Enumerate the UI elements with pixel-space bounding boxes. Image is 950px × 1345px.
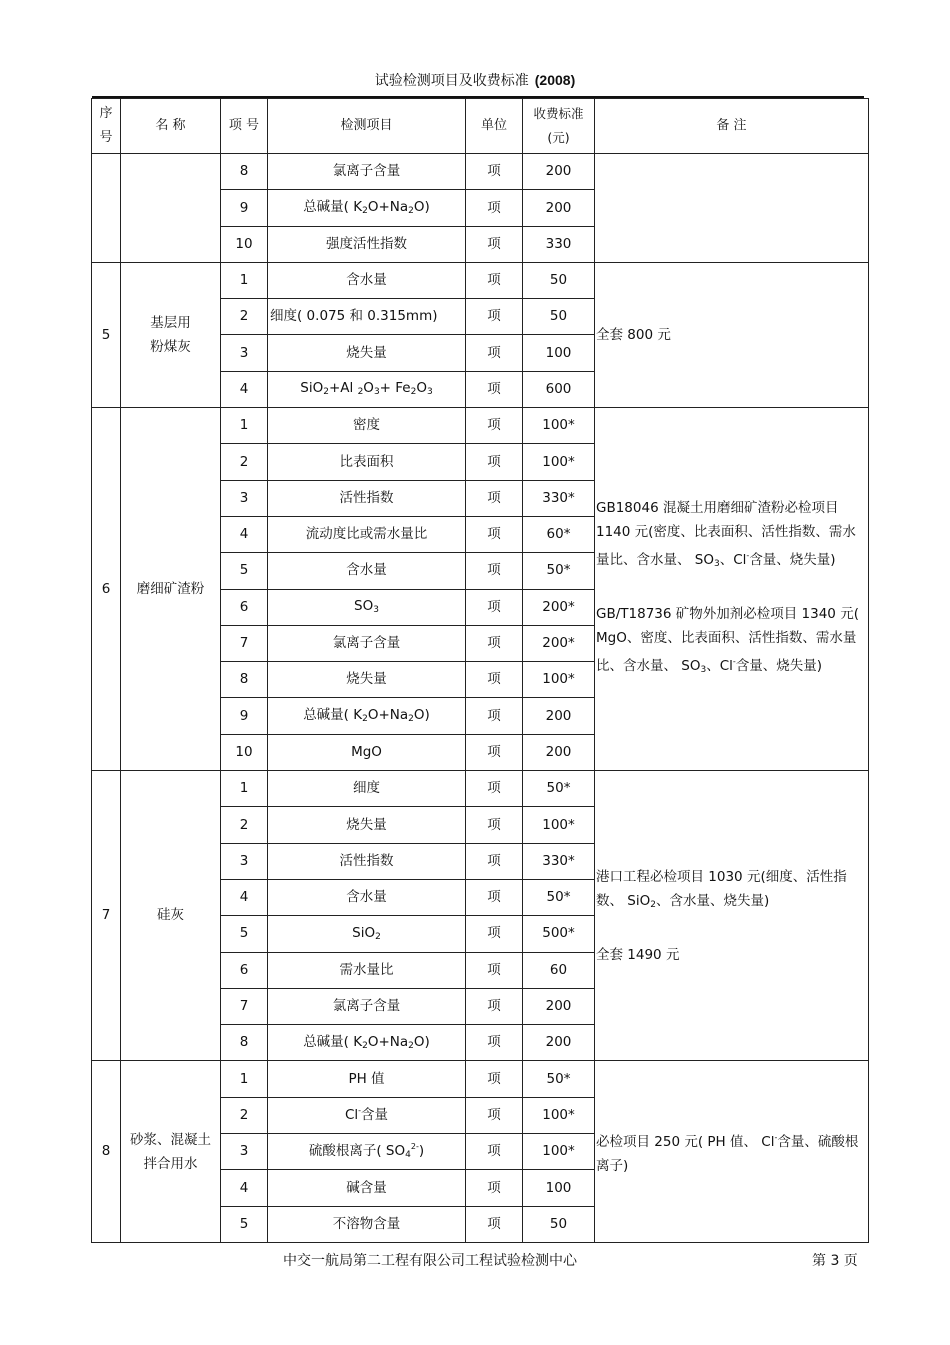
formula-cell: SiO$_2$+Al $_2O_3+ Fe_2O_3$ bbox=[268, 371, 466, 407]
header-item-no: 项 号 bbox=[221, 99, 268, 154]
table-row: 10 强度活性指数 项 330 bbox=[92, 226, 869, 262]
table-row: 6 $SO_3$ 项 200* bbox=[92, 589, 869, 625]
remark-cell bbox=[595, 408, 869, 771]
table-row: 7 硅灰 1 细度 项 50* 港口工程必检项目 1030 元(细度、活性指数、 SiO$_2$、含水量、烧失量) 全套 1490 元 bbox=[92, 771, 869, 807]
name-cell: 砂浆、混凝土 拌合用水 bbox=[121, 1061, 221, 1242]
table-row: 4 SiO$_2$+Al $_2O_3+ Fe_2O_3$ 项 600 bbox=[92, 371, 869, 407]
header-test-item: 检测项目 bbox=[268, 99, 466, 154]
table-row: 7 氯离子含量 项 200* bbox=[92, 625, 869, 661]
formula-cell: 总碱量( $K_2O+Na_2O$) bbox=[268, 1025, 466, 1061]
header-row bbox=[92, 99, 869, 154]
header-name: 名 称 bbox=[121, 99, 221, 154]
table-row: 4 碱含量 项 100 bbox=[92, 1170, 869, 1206]
remark-paragraph: 港口工程必检项目 1030 元(细度、活性指数、 SiO$_2$、含水量、烧失量) bbox=[596, 868, 847, 910]
header-unit: 单位 bbox=[466, 99, 523, 154]
table-row: 6 磨细矿渣粉 1 密度 项 100* GB18046 混凝土用磨细矿渣粉必检项目 1140 元(密度、比表面积、活性指数、需水量比、含水量、 $SO_3$、Cl-含量、烧失量) GB/T18736 矿物外加剂必检项目 1340 元( MgO、密度、比表面积、活性指数、需水量比、含水量、 $SO_3$、Cl-含量、烧失量) bbox=[92, 408, 869, 444]
table-row: 5 含水量 项 50* bbox=[92, 553, 869, 589]
formula-cell: 总碱量( $K_2O+Na_2O$) bbox=[268, 190, 466, 226]
footer-page-number: 第 3 页 bbox=[812, 1253, 858, 1269]
remark-paragraph: GB/T18736 矿物外加剂必检项目 1340 元( MgO、密度、比表面积、活性指数、需水量比、含水量、 $SO_3$、Cl-含量、烧失量) bbox=[596, 606, 859, 676]
remark-paragraph: 全套 1490 元 bbox=[596, 946, 680, 963]
remark-paragraph: GB18046 混凝土用磨细矿渣粉必检项目 1140 元(密度、比表面积、活性指数、需水量比、含水量、 $SO_3$、Cl-含量、烧失量) bbox=[596, 500, 856, 570]
table-row: 6 需水量比 项 60 bbox=[92, 952, 869, 988]
table-row: 9 总碱量( $K_2O+Na_2O$) 项 200 bbox=[92, 698, 869, 734]
table-row: 2 细度( 0.075 和 0.315mm) 项 50 bbox=[92, 299, 869, 335]
header-seq: 序号 bbox=[92, 99, 121, 154]
table-row: 2 烧失量 项 100* bbox=[92, 807, 869, 843]
formula-cell: $SO_3$ bbox=[268, 589, 466, 625]
footer-organization: 中交一航局第二工程有限公司工程试验检测中心 bbox=[283, 1253, 577, 1269]
formula-cell: Cl-含量 bbox=[268, 1097, 466, 1133]
seq-cell: 6 bbox=[92, 408, 121, 771]
seq-cell: 8 bbox=[92, 1061, 121, 1242]
table-row: 7 氯离子含量 项 200 bbox=[92, 988, 869, 1024]
formula-cell: 总碱量( $K_2O+Na_2O$) bbox=[268, 698, 466, 734]
table-row: 4 流动度比或需水量比 项 60* bbox=[92, 516, 869, 552]
remark-cell: 必检项目 250 元( PH 值、 Cl-含量、硫酸根离子) bbox=[595, 1061, 869, 1242]
table-row: 8 烧失量 项 100* bbox=[92, 662, 869, 698]
remark-cell: 全套 800 元 bbox=[595, 262, 869, 407]
table-row: 5 SiO$_2$ 项 500* bbox=[92, 916, 869, 952]
table-row: 2 Cl-含量 项 100* bbox=[92, 1097, 869, 1133]
table-row: 8 砂浆、混凝土 拌合用水 1 PH 值 项 50* 必检项目 250 元( PH 值、 Cl-含量、硫酸根离子) bbox=[92, 1061, 869, 1097]
page-title bbox=[0, 70, 950, 90]
table-row: 3 活性指数 项 330* bbox=[92, 480, 869, 516]
table-row: 2 比表面积 项 100* bbox=[92, 444, 869, 480]
formula-cell: 硫酸根离子( $SO_4^{2-}$) bbox=[268, 1134, 466, 1170]
fee-table bbox=[91, 98, 869, 1243]
table-row: 3 硫酸根离子( $SO_4^{2-}$) 项 100* bbox=[92, 1134, 869, 1170]
page-title-text: 试验检测项目及收费标准 bbox=[374, 73, 529, 89]
remark-cell bbox=[595, 771, 869, 1061]
seq-cell: 7 bbox=[92, 771, 121, 1061]
formula-cell: SiO$_2$ bbox=[268, 916, 466, 952]
table-row: 9 总碱量( $K_2O+Na_2O$) 项 200 bbox=[92, 190, 869, 226]
name-cell: 基层用 粉煤灰 bbox=[121, 262, 221, 407]
table-row: 5 基层用 粉煤灰 1 含水量 项 50 全套 800 元 bbox=[92, 262, 869, 298]
seq-cell bbox=[92, 154, 121, 263]
table-row: 10 MgO 项 200 bbox=[92, 734, 869, 770]
remark-cell bbox=[595, 154, 869, 263]
name-cell bbox=[121, 154, 221, 263]
table-row: 5 不溶物含量 项 50 bbox=[92, 1206, 869, 1242]
table-row: 3 烧失量 项 100 bbox=[92, 335, 869, 371]
seq-cell: 5 bbox=[92, 262, 121, 407]
name-cell: 磨细矿渣粉 bbox=[121, 408, 221, 771]
table-row: 8 氯离子含量 项 200 bbox=[92, 154, 869, 190]
table-row: 8 总碱量( $K_2O+Na_2O$) 项 200 bbox=[92, 1025, 869, 1061]
table-row: 3 活性指数 项 330* bbox=[92, 843, 869, 879]
table-row: 4 含水量 项 50* bbox=[92, 879, 869, 915]
page-title-year: (2008) bbox=[534, 72, 576, 88]
name-cell: 硅灰 bbox=[121, 771, 221, 1061]
header-fee: 收费标准 (元) bbox=[523, 99, 595, 154]
header-remark: 备 注 bbox=[595, 99, 869, 154]
